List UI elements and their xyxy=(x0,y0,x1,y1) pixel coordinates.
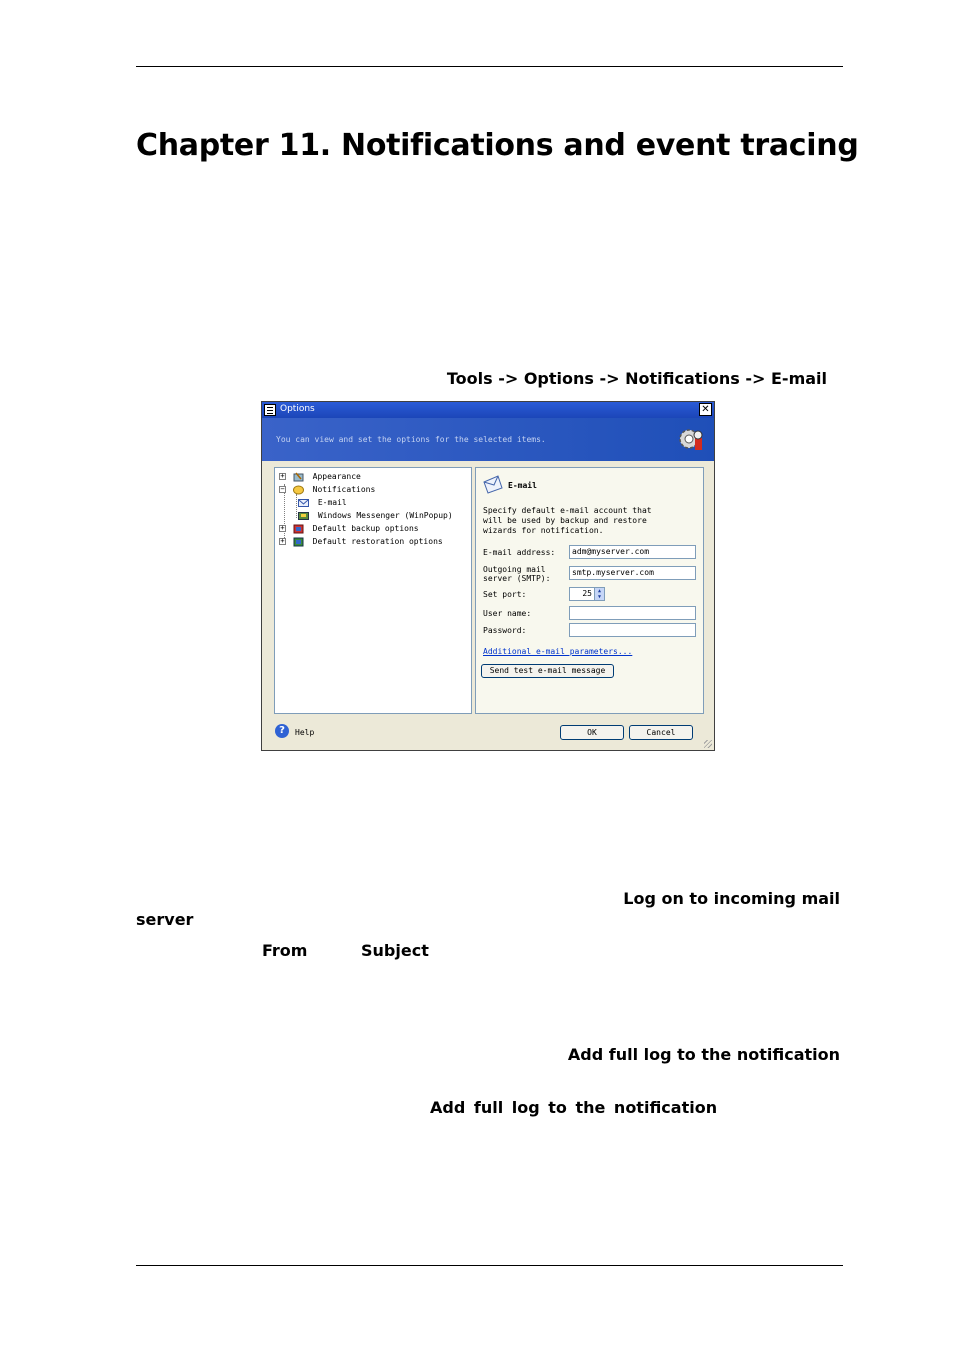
send-test-email-button[interactable]: Send test e-mail message xyxy=(481,664,614,678)
backup-icon xyxy=(293,524,304,534)
password-label: Password: xyxy=(483,626,527,635)
ok-button[interactable]: OK xyxy=(560,725,624,740)
tree-item-label: E-mail xyxy=(317,498,347,507)
expand-icon[interactable]: + xyxy=(280,524,285,532)
email-address-input[interactable]: adm@myserver.com xyxy=(569,545,696,559)
user-name-label: User name: xyxy=(483,609,532,618)
section-title: E-mail xyxy=(508,481,537,490)
email-icon xyxy=(298,498,309,508)
tree-item-notifications[interactable] xyxy=(279,484,375,495)
footer-rule xyxy=(136,1265,843,1266)
tree-item-default-backup[interactable] xyxy=(279,523,419,534)
add-full-log-text-1: Add full log to the notification xyxy=(567,1045,840,1064)
window-title: Options xyxy=(280,404,315,414)
cancel-button[interactable]: Cancel xyxy=(629,725,693,740)
expand-icon[interactable]: + xyxy=(280,472,285,480)
appearance-icon xyxy=(293,472,304,482)
dialog-banner xyxy=(262,418,714,461)
smtp-label-line1: Outgoing mail xyxy=(483,565,546,574)
collapse-icon[interactable]: − xyxy=(280,485,285,493)
subject-text: Subject xyxy=(361,941,429,960)
description-line: wizards for notification. xyxy=(483,526,604,535)
spin-arrows-icon[interactable]: ▲ ▼ xyxy=(594,588,604,600)
tree-item-label: Default restoration options xyxy=(312,537,443,546)
options-dialog xyxy=(261,401,715,751)
tree-item-email[interactable] xyxy=(298,497,347,508)
notifications-icon xyxy=(293,485,304,495)
port-stepper[interactable] xyxy=(569,587,605,601)
tree-item-label: Notifications xyxy=(312,485,376,494)
restoration-icon xyxy=(293,537,304,547)
tree-item-label: Windows Messenger (WinPopup) xyxy=(317,511,453,520)
banner-text: You can view and set the options for the selected items. xyxy=(276,435,546,444)
tree-item-label: Appearance xyxy=(312,472,361,481)
smtp-label-line2: server (SMTP): xyxy=(483,574,551,583)
messenger-icon xyxy=(298,511,309,521)
description-line: will be used by backup and restore xyxy=(483,516,647,525)
chapter-title: Chapter 11. Notifications and event tracing xyxy=(136,128,859,163)
password-input[interactable] xyxy=(569,623,696,637)
description-line: Specify default e-mail account that xyxy=(483,506,652,515)
options-tree xyxy=(274,467,472,714)
tree-item-windows-messenger[interactable] xyxy=(298,510,453,521)
envelope-icon xyxy=(482,474,504,494)
tree-item-label: Default backup options xyxy=(312,524,419,533)
section-description xyxy=(483,506,698,536)
email-address-label: E-mail address: xyxy=(483,548,556,557)
email-settings-panel xyxy=(475,467,704,714)
smtp-server-input[interactable]: smtp.myserver.com xyxy=(569,566,696,580)
add-full-log-text-2: Add full log to the notification xyxy=(430,1098,718,1117)
close-icon[interactable]: ✕ xyxy=(699,403,712,416)
help-icon[interactable]: ? xyxy=(275,724,289,738)
server-text: server xyxy=(136,910,194,929)
header-rule xyxy=(136,66,843,67)
log-on-incoming-mail-text: Log on to incoming mail xyxy=(623,889,840,908)
help-label[interactable]: Help xyxy=(295,728,315,737)
resize-grip-icon[interactable] xyxy=(704,740,712,748)
tree-item-default-restoration[interactable] xyxy=(279,536,443,547)
user-name-input[interactable] xyxy=(569,606,696,620)
menu-path: Tools -> Options -> Notifications -> E-mail xyxy=(446,369,827,388)
from-text: From xyxy=(262,941,308,960)
additional-email-parameters-link[interactable]: Additional e-mail parameters... xyxy=(483,647,633,656)
port-label: Set port: xyxy=(483,590,527,599)
port-value: 25 xyxy=(582,589,592,598)
expand-icon[interactable]: + xyxy=(280,537,285,545)
gear-icon xyxy=(678,426,704,452)
tree-item-appearance[interactable] xyxy=(279,471,361,482)
system-menu-icon[interactable] xyxy=(264,404,276,416)
title-bar[interactable] xyxy=(262,402,714,418)
